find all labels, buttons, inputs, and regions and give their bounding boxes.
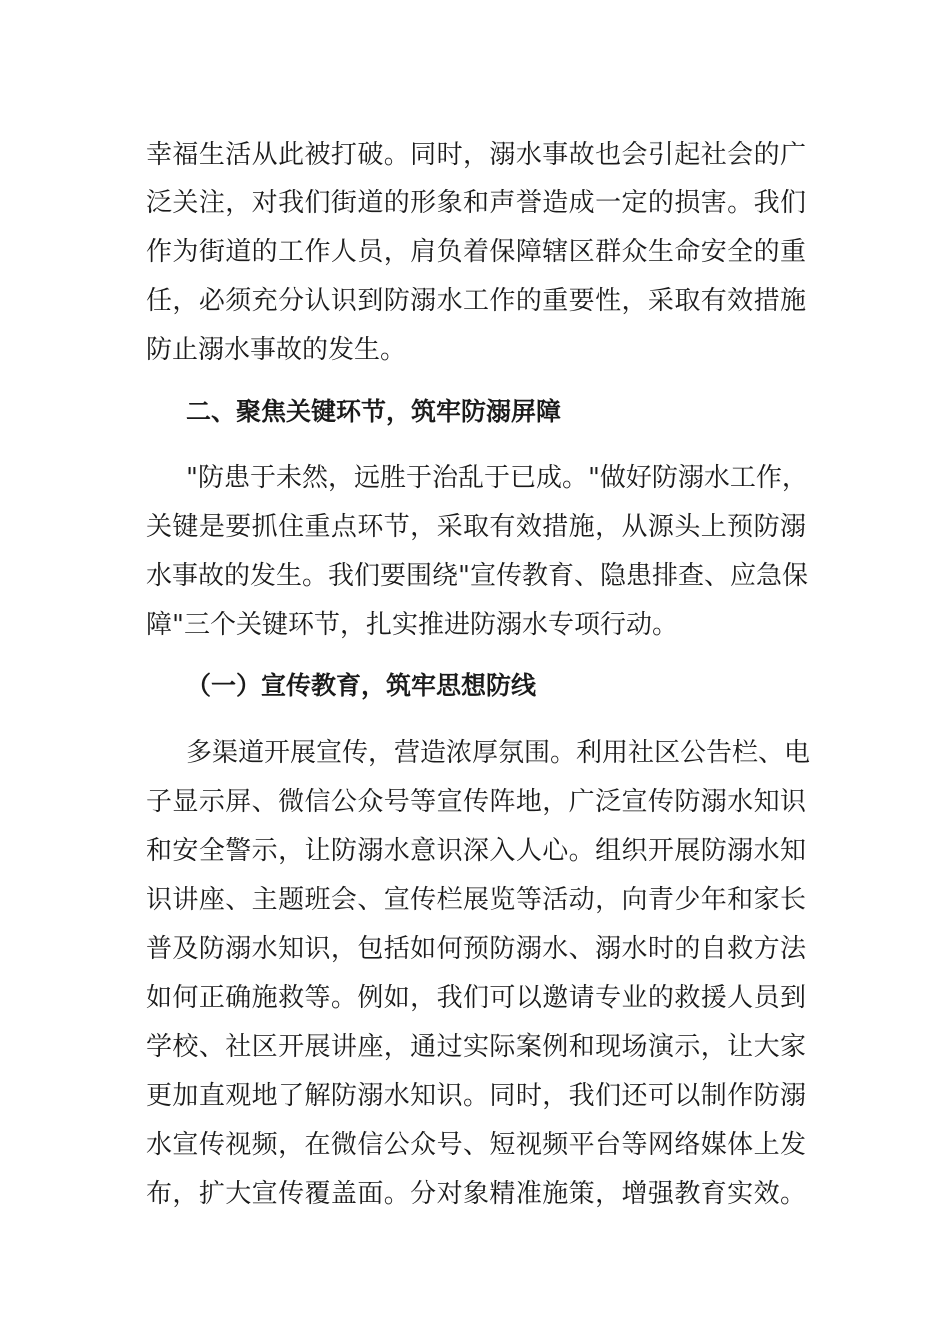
paragraph-line: 学校、社区开展讲座，通过实际案例和现场演示，让大家 xyxy=(146,1032,806,1062)
paragraph-line: 防止溺水事故的发生。 xyxy=(146,335,407,365)
paragraph-line: 普及防溺水知识，包括如何预防溺水、溺水时的自救方法 xyxy=(146,934,806,964)
paragraph-line: 水事故的发生。我们要围绕"宣传教育、隐患排查、应急保 xyxy=(146,561,808,591)
paragraph-line: 关键是要抓住重点环节，采取有效措施，从源头上预防溺 xyxy=(146,512,806,542)
section-heading: 二、聚焦关键环节，筑牢防溺屏障 xyxy=(186,397,562,426)
paragraph-line: 更加直观地了解防溺水知识。同时，我们还可以制作防溺 xyxy=(146,1081,806,1111)
paragraph-line: 布，扩大宣传覆盖面。分对象精准施策，增强教育实效。 xyxy=(146,1179,806,1209)
paragraph-line: 识讲座、主题班会、宣传栏展览等活动，向青少年和家长 xyxy=(146,885,806,915)
paragraph-line: 和安全警示，让防溺水意识深入人心。组织开展防溺水知 xyxy=(146,836,806,866)
paragraph-line: 水宣传视频，在微信公众号、短视频平台等网络媒体上发 xyxy=(146,1130,806,1160)
paragraph-line: 作为街道的工作人员，肩负着保障辖区群众生命安全的重 xyxy=(146,237,806,267)
paragraph-line: "防患于未然，远胜于治乱于已成。"做好防溺水工作， xyxy=(186,463,808,493)
paragraph-line: 如何正确施救等。例如，我们可以邀请专业的救援人员到 xyxy=(146,983,806,1013)
paragraph-line: 多渠道开展宣传，营造浓厚氛围。利用社区公告栏、电 xyxy=(186,738,811,768)
paragraph-line: 障"三个关键环节，扎实推进防溺水专项行动。 xyxy=(146,610,678,640)
paragraph-line: 任，必须充分认识到防溺水工作的重要性，采取有效措施 xyxy=(146,286,806,316)
subsection-heading: （一）宣传教育，筑牢思想防线 xyxy=(186,671,537,700)
paragraph-line: 幸福生活从此被打破。同时，溺水事故也会引起社会的广 xyxy=(146,140,806,170)
paragraph-line: 子显示屏、微信公众号等宣传阵地，广泛宣传防溺水知识 xyxy=(146,787,806,817)
paragraph-line: 泛关注，对我们街道的形象和声誉造成一定的损害。我们 xyxy=(146,188,806,218)
